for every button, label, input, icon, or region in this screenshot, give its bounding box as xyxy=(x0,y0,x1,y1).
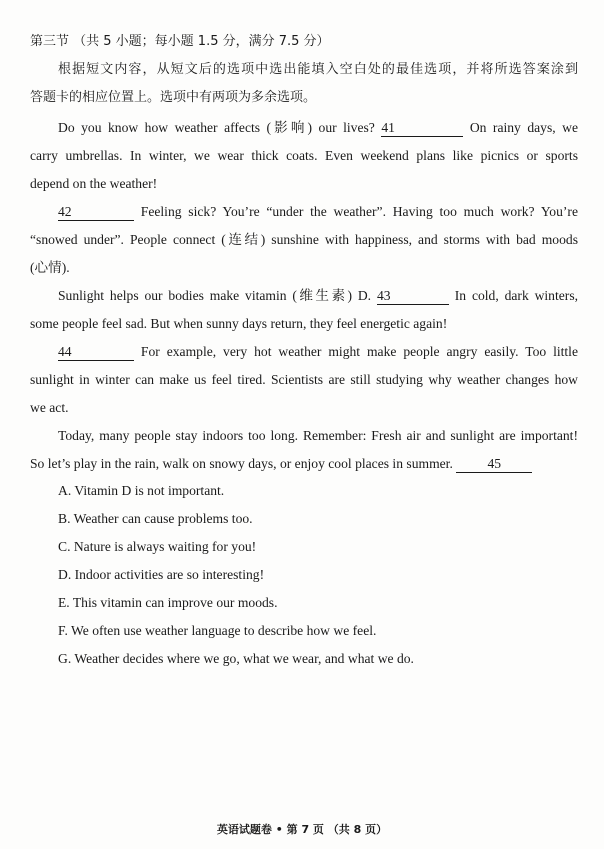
passage-p4-line2: sunlight in winter can make us feel tired. Scientists are still studying why weather changes how xyxy=(30,372,578,387)
option-d: D. Indoor activities are so interesting! xyxy=(58,567,265,582)
blank-41: 41 xyxy=(381,120,463,137)
option-b: B. Weather can cause problems too. xyxy=(58,511,253,526)
blank-42: 42 xyxy=(58,204,134,221)
passage-text: So let’s play in the rain, walk on snowy days, or enjoy cool places in summer. xyxy=(30,456,457,471)
passage-p5-line2 xyxy=(30,454,578,474)
passage-p1-line2: carry umbrellas. In winter, we wear thick coats. Even weekend plans like picnics or sports xyxy=(30,148,578,163)
option-g: G. Weather decides where we go, what we wear, and what we do. xyxy=(58,651,414,666)
passage-p1-line1 xyxy=(58,118,578,138)
passage-text: In cold, dark winters, xyxy=(448,288,579,303)
blank-43: 43 xyxy=(377,288,449,305)
passage-p2-line3: (心情). xyxy=(30,260,70,275)
option-f: F. We often use weather language to describe how we feel. xyxy=(58,623,377,638)
passage-p4-line3: we act. xyxy=(30,400,69,415)
passage-p1-line3: depend on the weather! xyxy=(30,176,158,191)
passage-p3-line2: some people feel sad. But when sunny days return, they feel energetic again! xyxy=(30,316,448,331)
passage-p2-line1 xyxy=(58,202,578,222)
passage-p5-line1: Today, many people stay indoors too long. Remember: Fresh air and sunlight are important! xyxy=(58,428,578,443)
passage-text: For example, very hot weather might make people angry easily. Too little xyxy=(134,344,578,359)
passage-text: Do you know how weather affects (影响) our lives? xyxy=(58,120,382,135)
page-footer: 英语试题卷 • 第 7 页 （共 8 页） xyxy=(216,823,388,836)
passage-text: Sunlight helps our bodies make vitamin (维生素) D. xyxy=(58,288,377,303)
section-title: 第三节 （共 5 小题；每小题 1.5 分，满分 7.5 分） xyxy=(30,34,330,49)
passage-p4-line1 xyxy=(58,342,578,362)
instruction-line-2: 答题卡的相应位置上。选项中有两项为多余选项。 xyxy=(30,90,317,105)
option-c: C. Nature is always waiting for you! xyxy=(58,539,257,554)
passage-p3-line1 xyxy=(58,286,578,306)
option-e: E. This vitamin can improve our moods. xyxy=(58,595,278,610)
blank-44: 44 xyxy=(58,344,134,361)
passage-p2-line2: “snowed under”. People connect (连结) sunshine with happiness, and storms with bad moods xyxy=(30,232,578,247)
instruction-line-1: 根据短文内容，从短文后的选项中选出能填入空白处的最佳选项，并将所选答案涂到 xyxy=(58,62,578,77)
passage-text: Feeling sick? You’re “under the weather”. Having too much work? You’re xyxy=(134,204,578,219)
option-a: A. Vitamin D is not important. xyxy=(58,483,225,498)
blank-45: 45 xyxy=(456,456,532,473)
passage-text: On rainy days, we xyxy=(463,120,578,135)
